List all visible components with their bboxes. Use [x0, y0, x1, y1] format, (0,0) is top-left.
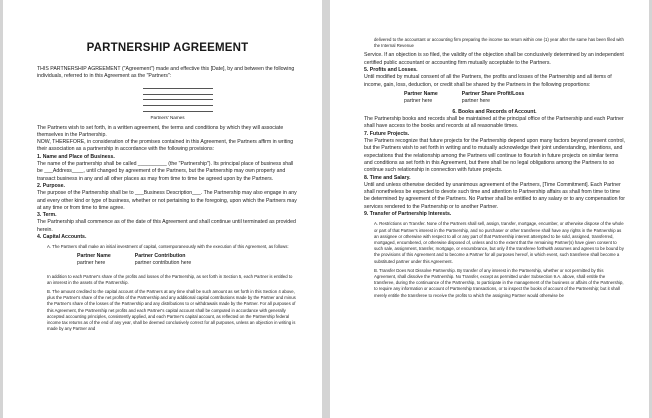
capital-subsection-b: B. The amount credited to the capital account of the Partners at any time shall be such amount as set forth in this Section 4 above, plus the Partner's share of the net profits of the Partnership and any additional capital contributions made by the Partner and minus the Partner's share of the losses of the Partnership and any distributions to or withdrawals made by the Partner. For all purposes of this Agreement, the Partnership net profits and each Partner's capital account shall be computed in accordance with generally accepted accounting principles, consistently applied, and each Partner's capital account, as reflected on the Partnership federal income tax returns as of the end of any year, shall be deemed conclusively correct for all purposes, unless an objection in writing is made by any Partner and	[47, 288, 296, 332]
table-header: Partner Share Profit/Loss	[461, 90, 525, 97]
section-heading-purpose: 2. Purpose.	[37, 182, 65, 189]
section-text-purpose: The purpose of the Partnership shall be to ___Business Description___. The Partnership may also engage in any and every other kind or type of business, whether or not pertaining to the foregoing, upon which the Partners may at any time or from time to time agree.	[37, 190, 297, 211]
section-text-profits: Until modified by mutual consent of all the Partners, the profits and losses of the Partnership and all items of income, gain, loss, deduction, or credit shall be shared by the Partners in the following proportions:	[364, 74, 612, 88]
table-header: Partner Name	[404, 90, 438, 97]
section-heading-future: 7. Future Projects.	[364, 130, 410, 137]
document-page-2	[330, 0, 649, 418]
service-paragraph: Service. If an objection is so filed, the validity of the objection shall be conclusively determined by an independent certified public accountant or accounting firm mutually acceptable to the Partners.	[364, 52, 624, 66]
transfer-subsection-a: A. Restrictions on Transfer. None of the Partners shall sell, assign, transfer, mortgage, encumber, or otherwise dispose of the whole or part of that Partner's interest in the Partnership, and no purchaser or other transferee shall have any rights in the Partnership as an assignee or otherwise with respect to all or any part of that Partnership interest attempted to be sold, assigned, transferred, mortgaged, encumbered, or otherwise disposed of, unless and to the extent that the remaining Partner(s) have given consent to such sale, assignment, transfer, mortgage, or encumbrance, but only if the transferee forthwith assumes and agrees to be bound by the provisions of this Agreement and to become a Partner for all purposes hereof, in which event, such transferee shall become a substituted partner under this Agreement.	[374, 221, 624, 264]
partner-name-lines	[143, 84, 213, 112]
section-heading-time: 8. Time and Salary.	[364, 174, 411, 181]
capital-table	[77, 253, 215, 267]
table-cell: partner here	[77, 259, 106, 266]
capital-after-text: In addition to each Partner's share of the profits and losses of the Partnership, as set forth in Section 5, each Partner is entitled to an interest in the assets of the Partnership.	[47, 273, 293, 285]
intro-paragraph-2: The Partners wish to set forth, in a written agreement, the terms and conditions by which they will associate themselves in the Partnership.	[37, 124, 284, 138]
continued-text: delivered to the accountant or accounting firm preparing the income tax return within one (1) year after the same has been filed with the Internal Revenue	[374, 37, 624, 49]
table-cell: partner contribution here	[134, 259, 192, 266]
section-text-term: The Partnership shall commence as of the date of this Agreement and shall continue until terminated as provided herein.	[37, 219, 296, 233]
section-heading-transfer: 9. Transfer of Partnership Interests.	[364, 211, 452, 218]
profits-table	[404, 91, 548, 105]
section-text-books: The Partnership books and records shall be maintained at the principal office of the Partnership and each Partner shall have access to the books and records at all reasonable times.	[364, 116, 624, 130]
section-heading-books: 6. Books and Records of Account.	[452, 108, 537, 115]
intro-paragraph: THIS PARTNERSHIP AGREEMENT ("Agreement") made and effective this [Date], by and between the following individuals, referred to in this Agreement as the "Partners":	[37, 66, 295, 80]
document-title: PARTNERSHIP AGREEMENT	[86, 42, 249, 54]
section-heading-name: 1. Name and Place of Business.	[37, 153, 115, 160]
table-cell: partner here	[404, 97, 433, 104]
intro-paragraph-3: NOW, THEREFORE, in consideration of the promises contained in this Agreement, the Partners affirm in writing their association as a partnership in accordance with the following provisions:	[37, 139, 294, 153]
transfer-subsection-b: B. Transfer Does Not Dissolve Partnership. By transfer of any interest in the Partnership, whether or not permitted by this Agreement, shall dissolve the Partnership. No Transfer, except as permitted under Subsection 9.A. above, shall entitle the transferee, during the continuance of the Partnership, to participate in the management of the business or affairs of the Partnership, to require any information or account of Partnership transactions, or to inspect the books of account of the Partnership; but it shall merely entitle the transferee to receive the profits to which the assigning Partner would otherwise be	[374, 267, 624, 298]
table-header: Partner Name	[77, 252, 111, 259]
capital-subsection-a: A. The Partners shall make an initial investment of capital, contemporaneously with the execution of this Agreement, as follows:	[47, 244, 289, 250]
section-text-future: The Partners recognize that future projects for the Partnership depend upon many factors beyond present control, but the Partners wish to set forth in writing and to mutually acknowledge their joint understanding, intentions, and expectations that the relationship among the Partners will continue to flourish in future projects on similar terms and conditions as set forth in this Agreement, but there shall be no legal obligations among the Partners to so continue such relationship in connection with future projects.	[364, 138, 625, 174]
partners-names-caption: Partners' Names	[150, 114, 185, 120]
section-heading-term: 3. Term.	[37, 212, 57, 219]
document-page-1	[3, 0, 322, 418]
section-text-time: Until and unless otherwise decided by unanimous agreement of the Partners, [Time Commitment]. Each Partner shall nonetheless be expected to devote such time and attention to Partnership affairs as shall from time to time be determined by agreement of the Partners. No Partner shall be entitled to any salary or to any compensation for services rendered to the Partnership or to another Partner.	[364, 181, 625, 210]
table-header: Partner Contribution	[134, 252, 186, 259]
section-heading-capital: 4. Capital Accounts.	[37, 234, 87, 241]
table-cell: partner here	[461, 97, 490, 104]
section-text-name: The name of the partnership shall be called __________ (the "Partnership"). Its principal place of business shall be ___Address____, until changed by agreement of the Partners, but the Partnership may own property and transact business in any and all other places as may from time to time be agreed upon by the Partners.	[37, 161, 294, 182]
section-heading-profits: 5. Profits and Losses.	[364, 67, 418, 73]
